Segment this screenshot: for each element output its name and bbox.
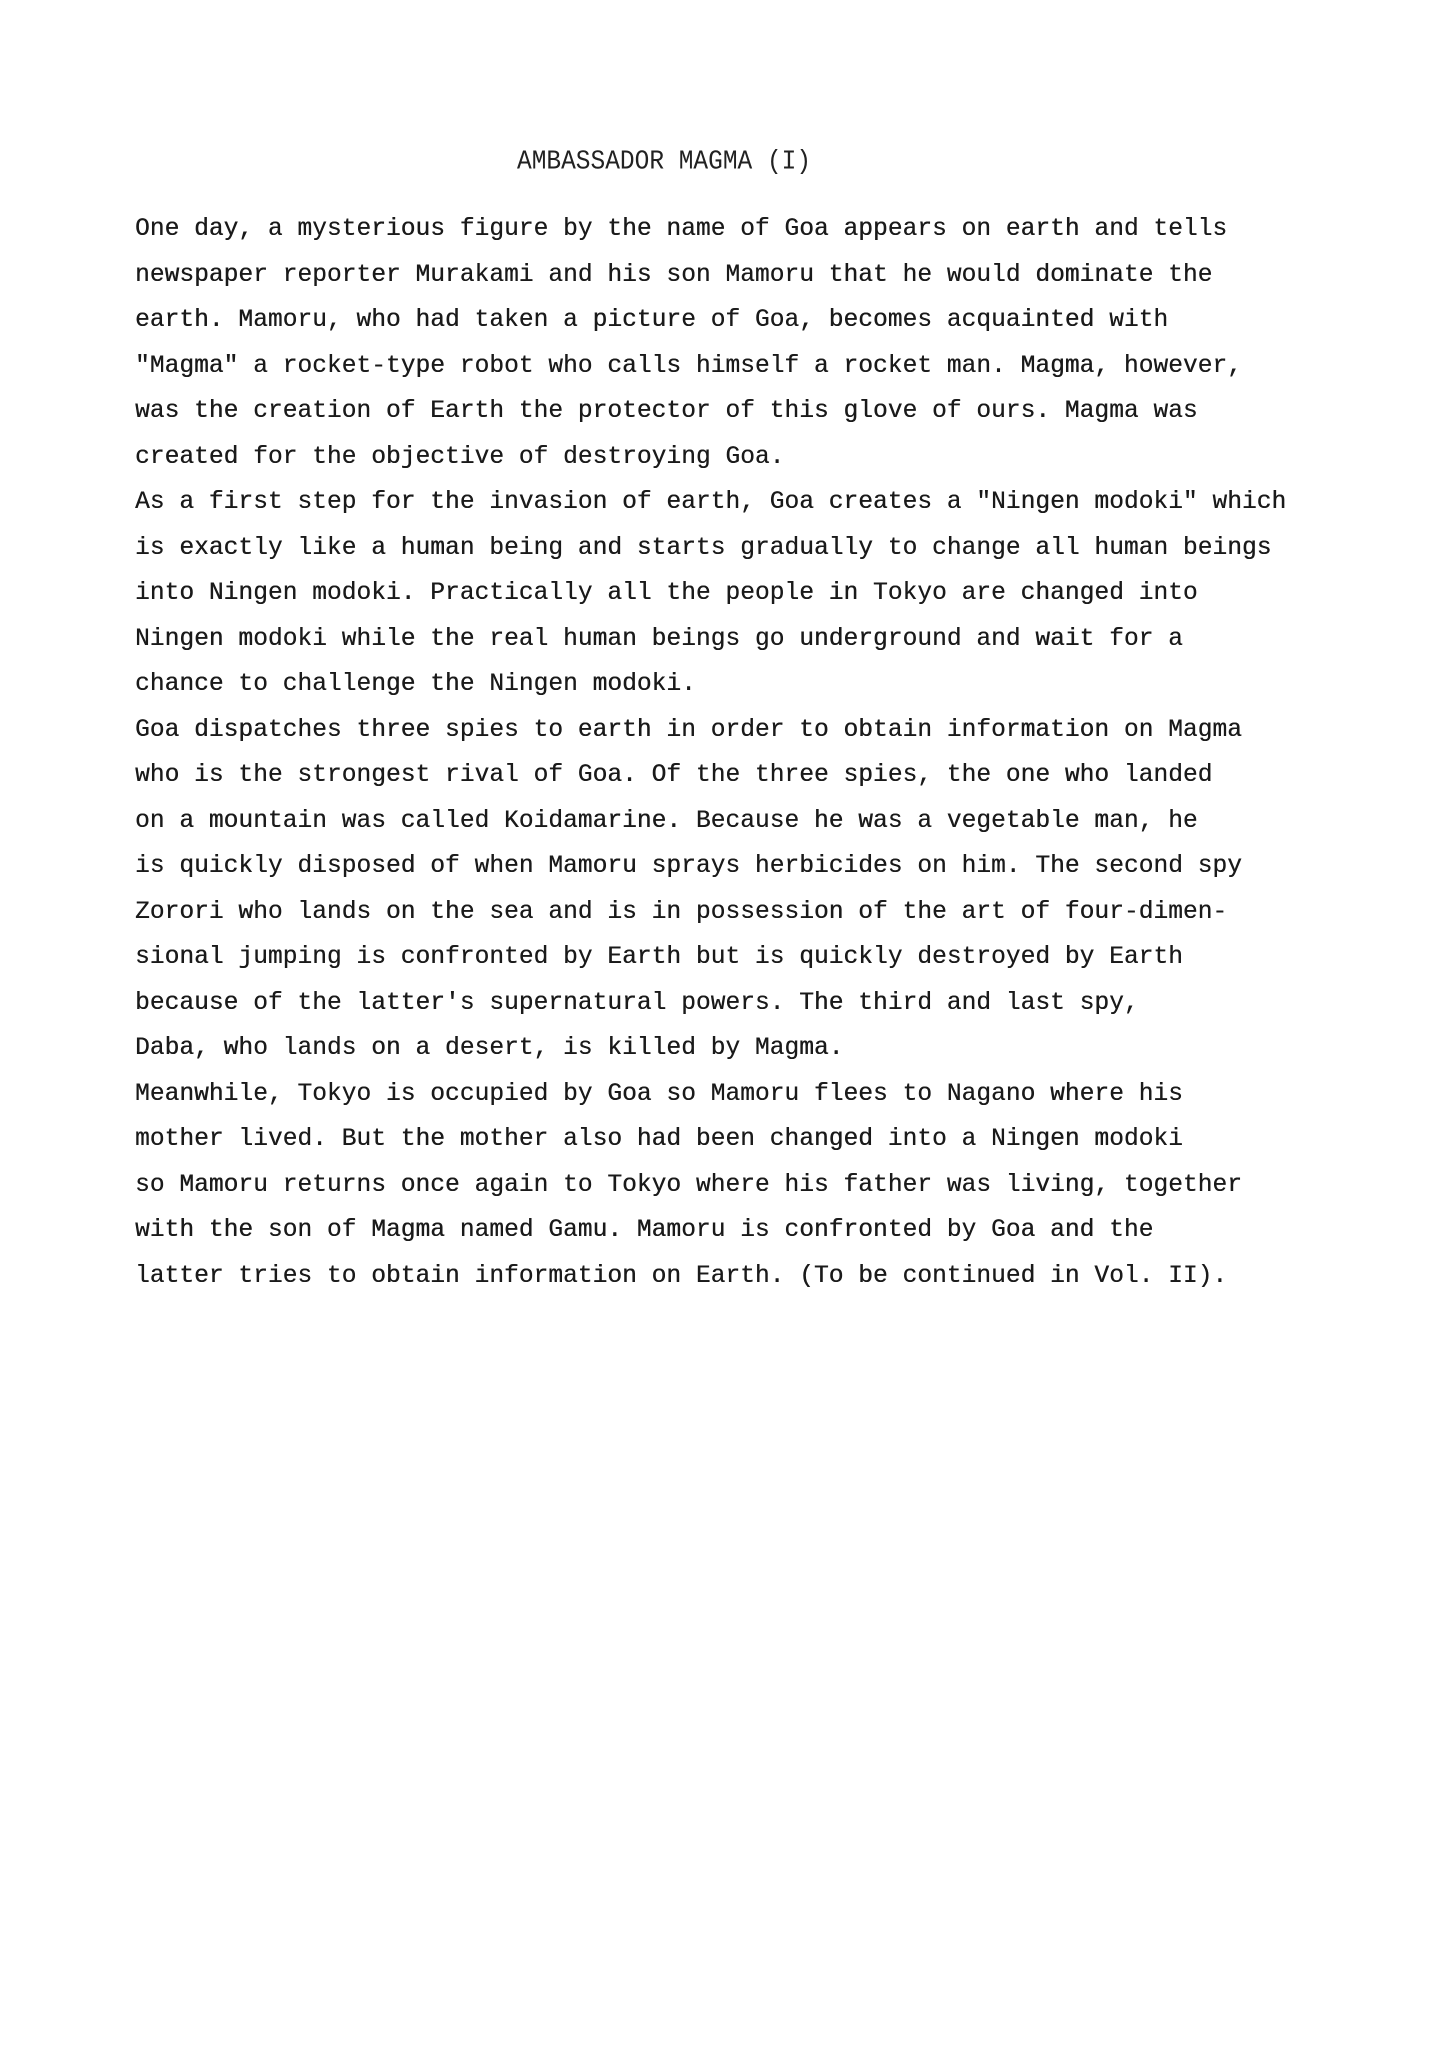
text-line: with the son of Magma named Gamu. Mamoru is confronted by Goa and the (135, 1217, 1154, 1244)
text-line: who is the strongest rival of Goa. Of the three spies, the one who landed (135, 762, 1213, 789)
text-line: so Mamoru returns once again to Tokyo where his father was living, together (135, 1171, 1242, 1199)
text-line: into Ningen modoki. Practically all the people in Tokyo are changed into (135, 580, 1198, 607)
text-line: Ningen modoki while the real human beings go underground and wait for a (135, 625, 1183, 653)
text-line: is quickly disposed of when Mamoru sprays herbicides on him. The second spy (135, 853, 1242, 880)
text-line: mother lived. But the mother also had been changed into a Ningen modoki (135, 1126, 1183, 1153)
text-line: As a first step for the invasion of earth, Goa creates a "Ningen modoki" which (135, 489, 1287, 516)
text-line: "Magma" a rocket-type robot who calls himself a rocket man. Magma, however, (135, 352, 1242, 380)
text-line: was the creation of Earth the protector of this glove of ours. Magma was (135, 398, 1198, 425)
text-line: chance to challenge the Ningen modoki. (135, 671, 696, 698)
document-title: AMBASSADOR MAGMA (I) (517, 147, 812, 178)
text-line: One day, a mysterious figure by the name of Goa appears on earth and tells (135, 216, 1228, 243)
text-line: on a mountain was called Koidamarine. Because he was a vegetable man, he (135, 807, 1198, 835)
text-line: Daba, who lands on a desert, is killed by Magma. (135, 1035, 844, 1062)
text-line: sional jumping is confronted by Earth but is quickly destroyed by Earth (135, 944, 1183, 971)
text-line: latter tries to obtain information on Earth. (To be continued in Vol. II). (135, 1262, 1228, 1290)
text-line: earth. Mamoru, who had taken a picture of Goa, becomes acquainted with (135, 307, 1169, 334)
text-line: is exactly like a human being and starts gradually to change all human beings (135, 534, 1272, 562)
document-body (135, 207, 1286, 1299)
text-line: Zorori who lands on the sea and is in possession of the art of four-dimen- (135, 898, 1228, 926)
text-line: created for the objective of destroying Goa. (135, 443, 785, 471)
text-line: because of the latter's supernatural powers. The third and last spy, (135, 989, 1139, 1017)
text-line: newspaper reporter Murakami and his son Mamoru that he would dominate the (135, 261, 1213, 289)
text-line: Meanwhile, Tokyo is occupied by Goa so Mamoru flees to Nagano where his (135, 1080, 1183, 1108)
text-line: Goa dispatches three spies to earth in order to obtain information on Magma (135, 716, 1242, 744)
